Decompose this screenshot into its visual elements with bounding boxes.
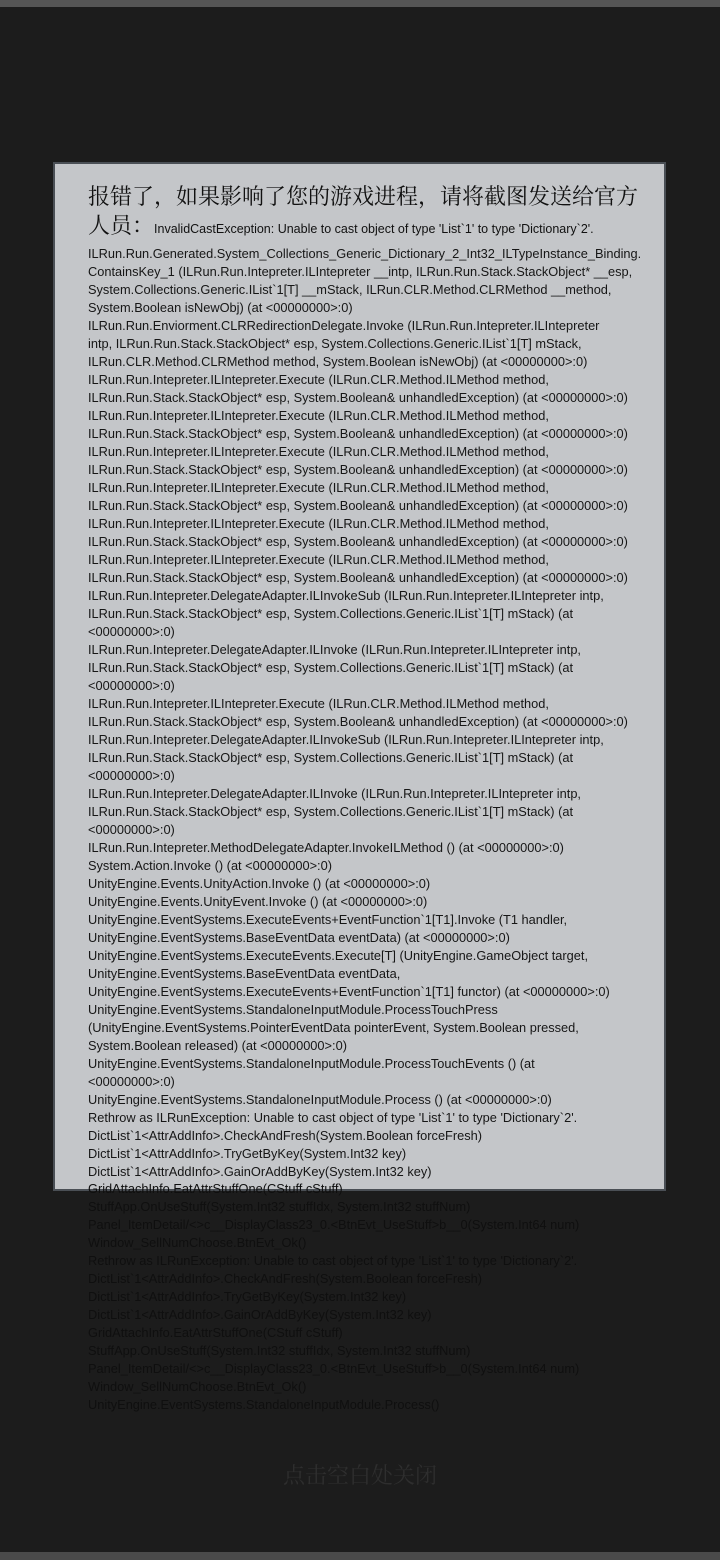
- stack-trace: [88, 245, 658, 1181]
- stack-trace-line: <00000000>:0): [88, 678, 175, 693]
- stack-trace-line: Rethrow as ILRunException: Unable to cast object of type 'List`1' to type 'Dictionary`2'.: [88, 1110, 578, 1125]
- stack-trace-line: ContainsKey_1 (ILRun.Run.Intepreter.ILIntepreter __intp, ILRun.Run.Stack.StackObject* __esp,: [88, 264, 633, 279]
- stack-trace-line: (UnityEngine.EventSystems.PointerEventData pointerEvent, System.Boolean pressed,: [88, 1020, 579, 1035]
- stack-trace-line: DictList`1<AttrAddInfo>.TryGetByKey(System.Int32 key): [88, 1146, 407, 1161]
- stack-trace-line: System.Collections.Generic.IList`1[T] __mStack, ILRun.CLR.Method.CLRMethod __method,: [88, 282, 612, 297]
- stack-trace-line: System.Boolean released) (at <00000000>:0): [88, 1038, 347, 1053]
- stack-trace-line: ILRun.Run.Intepreter.ILIntepreter.Execute (ILRun.CLR.Method.ILMethod method,: [88, 444, 549, 459]
- stack-trace-line: ILRun.Run.Intepreter.ILIntepreter.Execute (ILRun.CLR.Method.ILMethod method,: [88, 516, 549, 531]
- stack-trace-line: ILRun.Run.Intepreter.ILIntepreter.Execute (ILRun.CLR.Method.ILMethod method,: [88, 480, 549, 495]
- stack-trace-line: ILRun.Run.Stack.StackObject* esp, System.Boolean& unhandledException) (at <00000000>:0): [88, 498, 628, 513]
- status-bar-strip: [0, 0, 720, 7]
- stack-trace-line: ILRun.Run.Intepreter.ILIntepreter.Execute (ILRun.CLR.Method.ILMethod method,: [88, 696, 549, 711]
- stack-trace-line: UnityEngine.EventSystems.BaseEventData eventData,: [88, 966, 401, 981]
- stack-trace-line: ILRun.Run.Intepreter.DelegateAdapter.ILInvokeSub (ILRun.Run.Intepreter.ILIntepreter intp,: [88, 588, 604, 603]
- overflow-trace-line: Panel_ItemDetail/<>c__DisplayClass23_0.<BtnEvt_UseStuff>b__0(System.Int64 num): [88, 1361, 580, 1376]
- stack-trace-line: UnityEngine.Events.UnityAction.Invoke () (at <00000000>:0): [88, 876, 431, 891]
- stack-trace-line: ILRun.CLR.Method.CLRMethod method, System.Boolean isNewObj) (at <00000000>:0): [88, 354, 588, 369]
- stack-trace-line: ILRun.Run.Intepreter.ILIntepreter.Execute (ILRun.CLR.Method.ILMethod method,: [88, 408, 549, 423]
- stack-trace-line: ILRun.Run.Stack.StackObject* esp, System.Boolean& unhandledException) (at <00000000>:0): [88, 714, 628, 729]
- stack-trace-line: ILRun.Run.Intepreter.DelegateAdapter.ILInvokeSub (ILRun.Run.Intepreter.ILIntepreter intp,: [88, 732, 604, 747]
- stack-trace-line: UnityEngine.EventSystems.ExecuteEvents.Execute[T] (UnityEngine.GameObject target,: [88, 948, 589, 963]
- overflow-trace-line: Window_SellNumChoose.BtnEvt_Ok(): [88, 1379, 307, 1394]
- overflow-trace-line: DictList`1<AttrAddInfo>.TryGetByKey(System.Int32 key): [88, 1289, 407, 1304]
- stack-trace-line: DictList`1<AttrAddInfo>.CheckAndFresh(System.Boolean forceFresh): [88, 1128, 483, 1143]
- stack-trace-line: ILRun.Run.Intepreter.DelegateAdapter.ILInvoke (ILRun.Run.Intepreter.ILIntepreter intp,: [88, 786, 581, 801]
- overflow-trace-line: StuffApp.OnUseStuff(System.Int32 stuffIdx, System.Int32 stuffNum): [88, 1199, 471, 1214]
- stack-trace-line: ILRun.Run.Stack.StackObject* esp, System.Collections.Generic.IList`1[T] mStack) (at: [88, 750, 574, 765]
- stack-trace-line: ILRun.Run.Stack.StackObject* esp, System.Boolean& unhandledException) (at <00000000>:0): [88, 570, 628, 585]
- overflow-trace-line: GridAttachInfo.EatAttrStuffOne(CStuff cStuff): [88, 1181, 343, 1196]
- stack-trace-line: ILRun.Run.Intepreter.ILIntepreter.Execute (ILRun.CLR.Method.ILMethod method,: [88, 552, 549, 567]
- stack-trace-line: UnityEngine.EventSystems.StandaloneInputModule.ProcessTouchEvents () (at: [88, 1056, 535, 1071]
- stack-trace-line: ILRun.Run.Intepreter.DelegateAdapter.ILInvoke (ILRun.Run.Intepreter.ILIntepreter intp,: [88, 642, 581, 657]
- stack-trace-line: UnityEngine.EventSystems.StandaloneInputModule.ProcessTouchPress: [88, 1002, 498, 1017]
- stack-trace-line: ILRun.Run.Stack.StackObject* esp, System.Boolean& unhandledException) (at <00000000>:0): [88, 534, 628, 549]
- stack-trace-line: ILRun.Run.Intepreter.MethodDelegateAdapter.InvokeILMethod () (at <00000000>:0): [88, 840, 564, 855]
- stack-trace-overflow: [88, 1180, 658, 1414]
- overflow-trace-line: DictList`1<AttrAddInfo>.GainOrAddByKey(System.Int32 key): [88, 1307, 432, 1322]
- stack-trace-line: intp, ILRun.Run.Stack.StackObject* esp, System.Collections.Generic.IList`1[T] mStack,: [88, 336, 582, 351]
- stack-trace-line: ILRun.Run.Stack.StackObject* esp, System.Collections.Generic.IList`1[T] mStack) (at: [88, 606, 574, 621]
- stack-trace-line: <00000000>:0): [88, 822, 175, 837]
- error-title: [88, 183, 648, 244]
- stack-trace-line: UnityEngine.EventSystems.StandaloneInputModule.Process () (at <00000000>:0): [88, 1092, 552, 1107]
- stack-trace-line: UnityEngine.EventSystems.BaseEventData eventData) (at <00000000>:0): [88, 930, 510, 945]
- overflow-trace-line: Window_SellNumChoose.BtnEvt_Ok(): [88, 1235, 307, 1250]
- stack-trace-line: ILRun.Run.Generated.System_Collections_Generic_Dictionary_2_Int32_ILTypeInstance_Binding.: [88, 246, 642, 261]
- stack-trace-line: <00000000>:0): [88, 1074, 175, 1089]
- exception-message: InvalidCastException: Unable to cast object of type 'List`1' to type 'Dictionary`2'.: [154, 222, 594, 236]
- stack-trace-line: UnityEngine.EventSystems.ExecuteEvents+EventFunction`1[T1] functor) (at <00000000>:0): [88, 984, 610, 999]
- stack-trace-line: <00000000>:0): [88, 624, 175, 639]
- stack-trace-line: UnityEngine.Events.UnityEvent.Invoke () (at <00000000>:0): [88, 894, 428, 909]
- stack-trace-line: System.Boolean isNewObj) (at <00000000>:0): [88, 300, 353, 315]
- stack-trace-line: <00000000>:0): [88, 768, 175, 783]
- overflow-trace-line: UnityEngine.EventSystems.StandaloneInputModule.Process(): [88, 1397, 440, 1412]
- stack-trace-line: DictList`1<AttrAddInfo>.GainOrAddByKey(System.Int32 key): [88, 1164, 432, 1179]
- stack-trace-line: ILRun.Run.Intepreter.ILIntepreter.Execute (ILRun.CLR.Method.ILMethod method,: [88, 372, 549, 387]
- overflow-trace-line: StuffApp.OnUseStuff(System.Int32 stuffIdx, System.Int32 stuffNum): [88, 1343, 471, 1358]
- navigation-bar-strip: [0, 1552, 720, 1560]
- error-title-text: 报错了，如果影响了您的游戏进程，请将截图发送给官方人员：: [88, 185, 639, 239]
- stack-trace-line: ILRun.Run.Stack.StackObject* esp, System.Collections.Generic.IList`1[T] mStack) (at: [88, 660, 574, 675]
- stack-trace-line: System.Action.Invoke () (at <00000000>:0): [88, 858, 332, 873]
- stack-trace-line: ILRun.Run.Stack.StackObject* esp, System.Collections.Generic.IList`1[T] mStack) (at: [88, 804, 574, 819]
- stack-trace-line: ILRun.Run.Stack.StackObject* esp, System.Boolean& unhandledException) (at <00000000>:0): [88, 426, 628, 441]
- overflow-trace-line: DictList`1<AttrAddInfo>.CheckAndFresh(System.Boolean forceFresh): [88, 1271, 483, 1286]
- overflow-trace-line: Panel_ItemDetail/<>c__DisplayClass23_0.<BtnEvt_UseStuff>b__0(System.Int64 num): [88, 1217, 580, 1232]
- stack-trace-line: ILRun.Run.Stack.StackObject* esp, System.Boolean& unhandledException) (at <00000000>:0): [88, 390, 628, 405]
- overflow-trace-line: GridAttachInfo.EatAttrStuffOne(CStuff cStuff): [88, 1325, 343, 1340]
- stack-trace-line: ILRun.Run.Enviorment.CLRRedirectionDelegate.Invoke (ILRun.Run.Intepreter.ILIntepreter: [88, 318, 600, 333]
- stack-trace-line: ILRun.Run.Stack.StackObject* esp, System.Boolean& unhandledException) (at <00000000>:0): [88, 462, 628, 477]
- overflow-trace-line: Rethrow as ILRunException: Unable to cast object of type 'List`1' to type 'Dictionary`2'.: [88, 1253, 578, 1268]
- close-hint-label[interactable]: 点击空白处关闭: [282, 1464, 437, 1489]
- stack-trace-line: UnityEngine.EventSystems.ExecuteEvents+EventFunction`1[T1].Invoke (T1 handler,: [88, 912, 568, 927]
